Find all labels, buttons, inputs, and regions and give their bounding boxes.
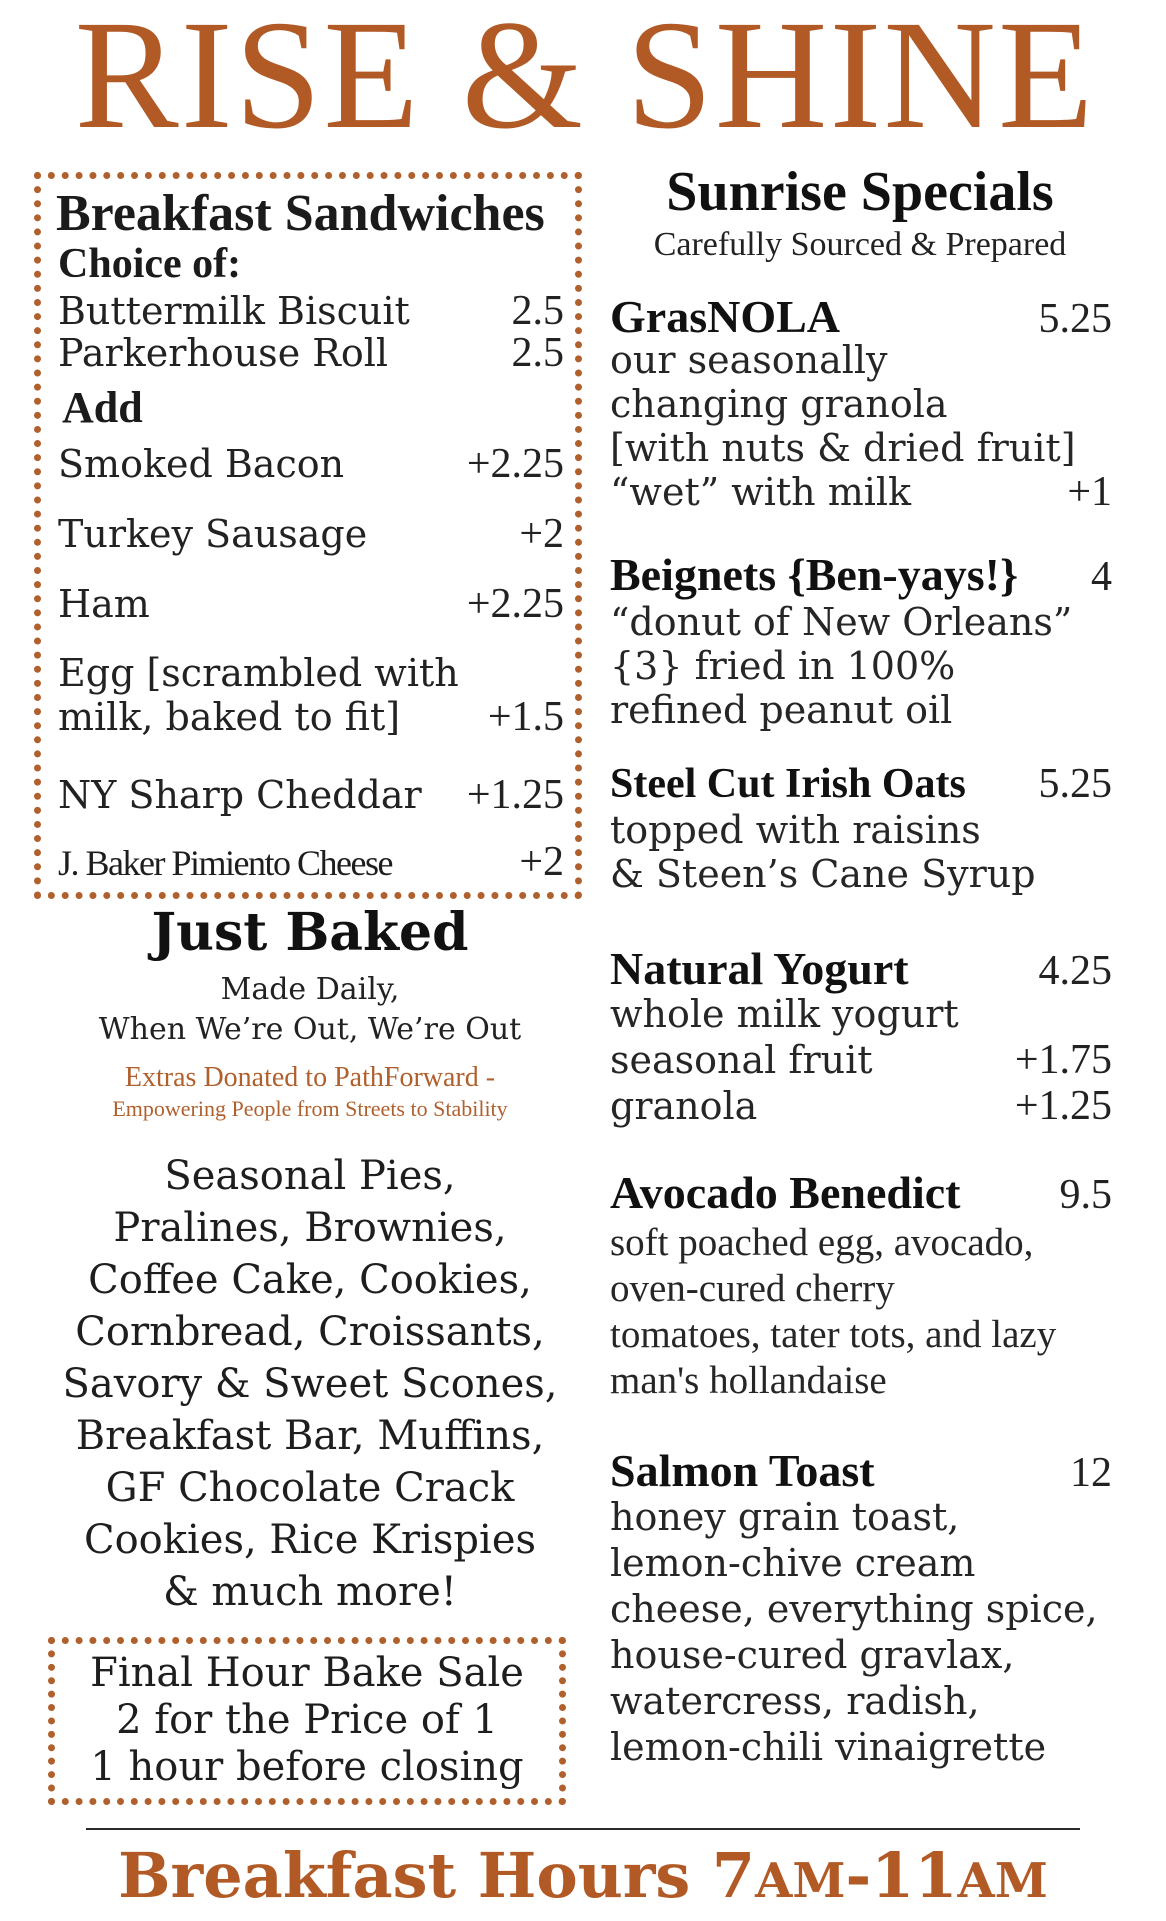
just-baked-sub1: Made Daily, <box>220 972 400 1007</box>
choice-of-label: Choice of: <box>58 241 242 287</box>
list-item: Savory & Sweet Scones, <box>62 1361 558 1407</box>
beignets-description <box>610 600 1072 732</box>
item-name: Salmon Toast <box>610 1445 875 1496</box>
item-name: J. Baker Pimiento Cheese <box>58 843 392 883</box>
salmon-description <box>610 1494 1098 1770</box>
menu-item-buttermilk-biscuit <box>58 290 564 332</box>
menu-title: RISE & SHINE <box>74 0 1096 161</box>
list-item: Cookies, Rice Krispies <box>83 1517 537 1563</box>
list-item: Coffee Cake, Cookies, <box>88 1257 532 1303</box>
desc-line: changing granola <box>610 382 948 426</box>
hours-dash: -11 <box>845 1839 958 1912</box>
sunrise-specials-subtitle: Carefully Sourced & Prepared <box>653 226 1067 263</box>
menu-item-smoked-bacon <box>58 443 564 485</box>
special-granola <box>610 290 1112 343</box>
desc-line: & Steen’s Cane Syrup <box>610 852 1036 896</box>
item-price: 4 <box>1091 554 1112 600</box>
list-item: GF Chocolate Crack <box>105 1465 515 1511</box>
desc-line: refined peanut oil <box>610 688 953 732</box>
yogurt-extra-fruit <box>610 1038 1112 1082</box>
footer-divider <box>86 1828 1080 1830</box>
avocado-description <box>610 1220 1056 1404</box>
bake-sale-line: 1 hour before closing <box>90 1744 524 1790</box>
item-name: Natural Yogurt <box>610 943 909 994</box>
item-price: 5.25 <box>1038 296 1112 342</box>
oats-description <box>610 808 1036 896</box>
item-price: +2 <box>519 511 564 557</box>
desc-line: topped with raisins <box>610 808 981 852</box>
menu-item-parkerhouse-roll <box>58 332 564 374</box>
desc-line: cheese, everything spice, <box>610 1587 1098 1631</box>
donation-note: Extras Donated to PathForward - <box>124 1062 496 1093</box>
menu-item-ham <box>58 583 564 625</box>
sunrise-specials-title: Sunrise Specials <box>666 161 1054 223</box>
item-price: 5.25 <box>1038 761 1112 807</box>
item-price: 12 <box>1070 1450 1112 1496</box>
item-price: +1.25 <box>466 772 564 818</box>
desc-line: house-cured gravlax, <box>610 1633 1015 1677</box>
item-price: +2.25 <box>466 441 564 487</box>
desc-line: man's hollandaise <box>610 1359 887 1402</box>
item-price: 2.5 <box>511 288 564 334</box>
extra-price: +1.25 <box>1014 1083 1112 1129</box>
granola-extra <box>610 470 1112 514</box>
item-price: 4.25 <box>1038 948 1112 994</box>
special-yogurt <box>610 942 1112 995</box>
yogurt-extra-granola <box>610 1084 1112 1128</box>
desc-line: our seasonally <box>610 338 888 382</box>
item-name: Avocado Benedict <box>610 1167 961 1218</box>
special-salmon-toast <box>610 1444 1112 1497</box>
breakfast-hours <box>0 1836 1166 1916</box>
item-name: Beignets {Ben-yays!} <box>610 549 1019 600</box>
extra-price: +1 <box>1067 469 1112 515</box>
list-item: Breakfast Bar, Muffins, <box>75 1413 545 1459</box>
bake-sale-line: Final Hour Bake Sale <box>90 1650 524 1696</box>
item-name: NY Sharp Cheddar <box>58 773 422 817</box>
bake-sale-line: 2 for the Price of 1 <box>116 1697 498 1743</box>
item-name: Turkey Sausage <box>58 512 368 556</box>
add-label: Add <box>62 383 143 432</box>
desc-line: lemon-chili vinaigrette <box>610 1725 1047 1769</box>
yogurt-description: whole milk yogurt <box>610 992 959 1036</box>
list-item: & much more! <box>163 1569 457 1615</box>
donation-note-sub: Empowering People from Streets to Stability <box>112 1096 508 1121</box>
item-name: Smoked Bacon <box>58 442 345 486</box>
desc-line: “donut of New Orleans” <box>610 600 1073 644</box>
item-name: milk, baked to fit] <box>58 695 401 739</box>
desc-line: tomatoes, tater tots, and lazy <box>610 1313 1057 1356</box>
menu-item-egg <box>58 696 564 738</box>
extra-name: “wet” with milk <box>610 470 912 514</box>
item-name: Ham <box>58 582 150 626</box>
item-name: GrasNOLA <box>610 291 840 342</box>
extra-name: granola <box>610 1084 758 1128</box>
granola-description <box>610 338 1076 470</box>
item-name: Parkerhouse Roll <box>58 331 389 375</box>
list-item: Pralines, Brownies, <box>113 1205 507 1251</box>
item-price: +1.5 <box>487 694 564 740</box>
hours-am-start: AM <box>755 1853 846 1909</box>
hours-label: Breakfast Hours 7 <box>118 1839 756 1912</box>
special-oats <box>610 760 1112 808</box>
desc-line: oven-cured cherry <box>610 1267 895 1310</box>
just-baked-title: Just Baked <box>151 902 469 963</box>
desc-line: {3} fried in 100% <box>610 644 956 688</box>
bake-sale-text <box>48 1650 566 1791</box>
special-beignets <box>610 548 1112 601</box>
baked-goods-list <box>30 1150 590 1618</box>
hours-am-end: AM <box>957 1853 1048 1909</box>
item-price: +2.25 <box>466 581 564 627</box>
item-price: +2 <box>519 839 564 885</box>
item-name: Steel Cut Irish Oats <box>610 761 966 807</box>
item-name: Buttermilk Biscuit <box>58 289 410 333</box>
list-item: Seasonal Pies, <box>164 1153 456 1199</box>
extra-price: +1.75 <box>1014 1037 1112 1083</box>
menu-item-ny-sharp-cheddar <box>58 774 564 816</box>
desc-line: watercress, radish, <box>610 1679 980 1723</box>
desc-line: [with nuts & dried fruit] <box>610 426 1076 470</box>
list-item: Cornbread, Croissants, <box>75 1309 545 1355</box>
desc-line: soft poached egg, avocado, <box>610 1221 1034 1264</box>
desc-line: lemon-chive cream <box>610 1541 976 1585</box>
item-price: 2.5 <box>511 330 564 376</box>
extra-name: seasonal fruit <box>610 1038 873 1082</box>
special-avocado-benedict <box>610 1166 1112 1219</box>
menu-item-turkey-sausage <box>58 513 564 555</box>
item-price: 9.5 <box>1059 1172 1112 1218</box>
menu-item-pimiento-cheese <box>58 838 564 886</box>
breakfast-sandwiches-title: Breakfast Sandwiches <box>56 185 545 242</box>
menu-item-egg-line1: Egg [scrambled with <box>58 651 459 695</box>
desc-line: honey grain toast, <box>610 1495 960 1539</box>
just-baked-sub2: When We’re Out, We’re Out <box>98 1012 522 1047</box>
